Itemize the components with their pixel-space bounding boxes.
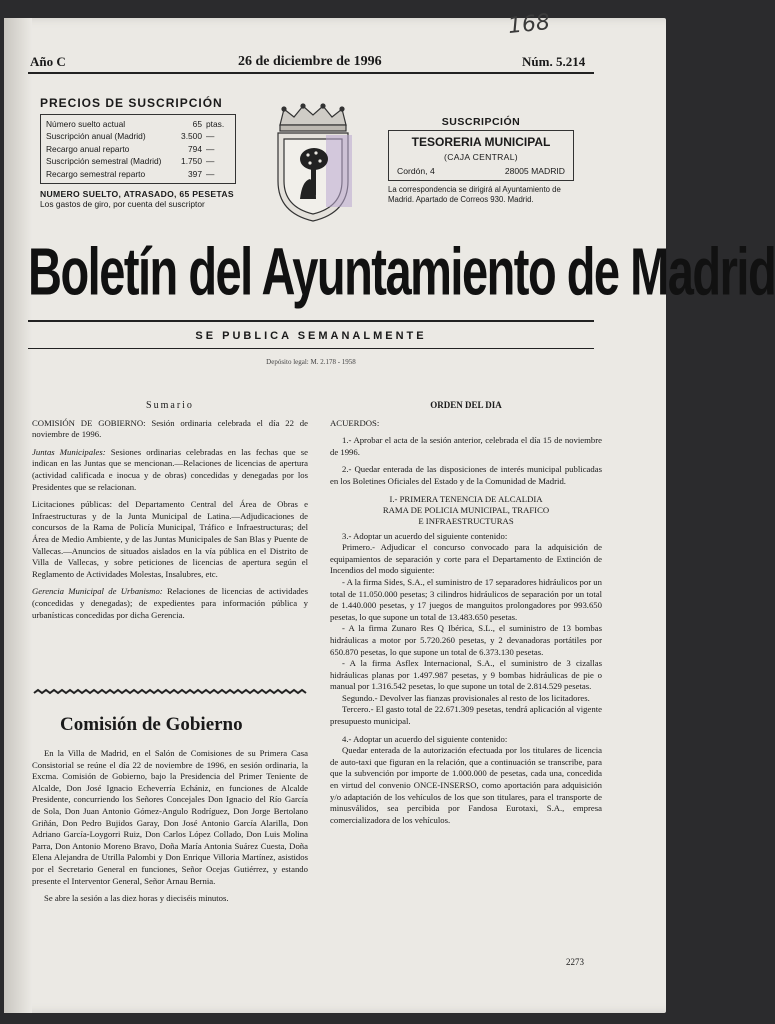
section-heading: [330, 494, 602, 527]
sumario-column: [32, 400, 308, 627]
comision-paragraph: Se abre la sesión a las diez horas y dieciséis minutos.: [44, 893, 229, 904]
prices-table: [40, 114, 236, 184]
prices-title: PRECIOS DE SUSCRIPCIÓN: [40, 96, 223, 110]
orden-column: [330, 400, 602, 832]
sumario-item-lead: Juntas Municipales:: [32, 446, 106, 457]
sumario-item-text: Relaciones de licencias de actividades (concedidas y denegadas); de expedientes para información pública y urbanísticas concedidas por dicha Gerencia.: [32, 586, 309, 620]
price-label: Número suelto actual: [46, 119, 126, 129]
subscription-address-row: [397, 166, 565, 176]
section-heading-line: RAMA DE POLICIA MUNICIPAL, TRAFICO: [382, 504, 550, 515]
subscription-box: [388, 130, 574, 181]
orden-item: Segundo.- Devolver las fianzas provisionales al resto de los licitadores.: [342, 692, 590, 703]
price-unit: ptas.: [206, 119, 225, 129]
sumario-item: [32, 586, 308, 621]
binding-shadow: [4, 18, 32, 1013]
price-row: [46, 118, 230, 130]
price-unit: —: [206, 143, 215, 154]
orden-item: 3.- Adoptar un acuerdo del siguiente contenido:: [342, 530, 508, 541]
issue-year: Año C: [30, 54, 66, 69]
orden-item: - A la firma Asflex Internacional, S.A., el suministro de 3 cizallas hidráulicas planas por 1.497.987 pesetas, y 9 bombas hidráulicas de pie o manual por 1.316.542 pesetas, lo que supone un total de 2.814.529 pesetas.: [330, 658, 602, 692]
handwritten-number: 168: [506, 9, 552, 40]
comision-title: Comisión de Gobierno: [60, 714, 243, 735]
madrid-coat-of-arms-icon: [270, 103, 356, 223]
sumario-item: [32, 447, 308, 493]
orden-item: Quedar enterada de la autorización efectuada por los titulares de licencia de auto-taxi que figuran en la relación, que a continuación se transcribe, para que la subvención por importe de 1.000.000 de pesetas, cada una, concedida en virtud del convenio ONCE-INSERSO, como aportación para adquisición y/o adaptación de los vehículos de los que son titulares, para el transporte de minusválidos, sea percibida por Fandosa Eurotaxi, S.A., empresa comercializadora de los vehículos.: [330, 745, 602, 825]
prices-note: Los gastos de giro, por cuenta del suscriptor: [40, 199, 205, 210]
price-row: [46, 168, 230, 180]
page-number: 2273: [566, 957, 584, 967]
price-unit: —: [206, 131, 215, 142]
subscription-org: TESORERIA MUNICIPAL: [411, 135, 551, 149]
orden-item: - A la firma Zunaro Res Q Ibérica, S.L., el suministro de 13 bombas hidráulicas a motor por 5.720.260 pesetas, y 2 devanadoras portátiles por 650.870 pesetas, lo que supone un total de 6.373.130 pesetas.: [330, 623, 602, 657]
sumario-item-lead: Licitaciones públicas:: [32, 499, 113, 510]
legal-deposit: Depósito legal: M. 2.178 - 1958: [266, 358, 356, 366]
acuerdos-label: ACUERDOS:: [330, 417, 380, 428]
masthead-rule: [28, 320, 594, 322]
orden-item: 4.- Adoptar un acuerdo del siguiente contenido:: [342, 733, 508, 744]
subscription-title: SUSCRIPCIÓN: [441, 116, 521, 128]
price-value: 65: [192, 119, 202, 129]
sumario-item-text: del Departamento Central del Área de Obras e Infraestructuras y de la Junta Municipal de Latina.—Adjudicaciones de concursos de la Rama de Policía Municipal, Tráfico e Infraestructuras; del Área de Medio Ambiente, y de las Juntas Municipales de San Blas y Puente de Vallecas.—Anuncios de situados aislados en la vía pública en el Distrito de Villa de Vallecas, y sobre peticiones de licencias de apertura según el Reglamento de Actividades Molestas, Insalubres, etc.: [32, 499, 309, 579]
subscription-address: Cordón, 4: [397, 166, 435, 176]
publication-frequency: SE PUBLICA SEMANALMENTE: [195, 330, 427, 342]
orden-item: Tercero.- El gasto total de 22.671.309 pesetas, tendrá aplicación al vigente presupuesto municipal.: [330, 704, 602, 727]
price-value: 794: [188, 143, 202, 154]
price-row: [46, 155, 230, 167]
subscription-prices: [40, 96, 236, 209]
header-rule: [28, 72, 594, 74]
section-heading-line: I.- PRIMERA TENENCIA DE ALCALDIA: [389, 493, 543, 504]
sumario-item: [32, 499, 308, 580]
section-heading-line: E INFRAESTRUCTURAS: [418, 515, 514, 526]
price-row: [46, 130, 230, 142]
price-unit: —: [206, 168, 215, 179]
orden-item: - A la firma Sides, S.A., el suministro de 17 separadores hidráulicos por un total de 11.050.000 pesetas; 3 cilindros hidráulicos de separación por un total de 1.440.000 pesetas, y 17 juegos de manguitos prolongadores por 993.650 pesetas, lo que supone un total de 13.483.650 pesetas.: [330, 576, 602, 622]
price-value: 1.750: [181, 156, 202, 167]
section-divider: [34, 690, 308, 696]
subscription-info: [388, 116, 574, 204]
sumario-item-text: Sesión ordinaria celebrada el día 22 de noviembre de 1996.: [32, 417, 308, 440]
newspaper-masthead: Boletín del Ayuntamiento de Madrid: [28, 233, 775, 309]
price-unit: —: [206, 156, 215, 167]
sumario-item-lead: COMISIÓN DE GOBIERNO:: [32, 417, 146, 428]
sumario-title: Sumario: [146, 400, 194, 411]
orden-title: ORDEN DEL DIA: [430, 400, 502, 410]
sumario-item-lead: Gerencia Municipal de Urbanismo:: [32, 586, 163, 597]
price-label: Suscripción semestral (Madrid): [46, 156, 162, 167]
sumario-item-text: Sesiones ordinarias celebradas en las fechas que se indican en las Juntas que se mencionan.—Relaciones de licencias de apertura (actividad calificada e inocua y de obras) concedidas y denegadas por los Presidentes que se relacionan.: [32, 446, 308, 492]
price-label: Recargo semestral reparto: [46, 168, 146, 179]
tagline-rule: [28, 348, 594, 349]
orden-item: 2.- Quedar enterada de las disposiciones de interés municipal publicadas en los Boletines Oficiales del Estado y de la Comunidad de Madrid.: [330, 464, 602, 486]
orden-item: Primero.- Adjudicar el concurso convocado para la adquisición de equipamientos de separación y corte para el Departamento de Extinción de Incendios del modo siguiente:: [330, 542, 602, 576]
price-label: Suscripción anual (Madrid): [46, 131, 146, 142]
issue-date: 26 de diciembre de 1996: [238, 54, 382, 69]
price-value: 3.500: [181, 131, 202, 142]
price-value: 397: [188, 168, 202, 179]
sumario-item: [32, 418, 308, 441]
price-row: [46, 143, 230, 155]
subscription-caja: (CAJA CENTRAL): [444, 152, 518, 162]
subscription-city: 28005 MADRID: [504, 166, 565, 176]
price-label: Recargo anual reparto: [46, 143, 130, 154]
correspondence-note: La correspondencia se dirigirá al Ayuntamiento de Madrid. Apartado de Correos 930. Madrid.: [388, 185, 561, 204]
comision-column: [32, 748, 308, 911]
orden-item: 1.- Aprobar el acta de la sesión anterior, celebrada el día 15 de noviembre de 1996.: [330, 435, 602, 457]
comision-paragraph: En la Villa de Madrid, en el Salón de Comisiones de su Primera Casa Consistorial se reúne el día 22 de noviembre de 1996, en sesión ordinaria, la Excma. Comisión de Gobierno, bajo la Presidencia del Primer Teniente de Alcalde, Don José Ignacio Echeverría Echániz, en funciones de Alcalde Presidente, concurriendo los Señores Concejales Don Ignacio del Río García de Sola, Don Juan Antonio Gómez-Angulo Rodríguez, Don Jorge Bertolano Griñán, Don Pedro Bujidos Garay, Don José Antonio García Alarilla, Don Adriano García-Loygorri Ruiz, Don Carlos López Collado, Don Luis Molina Parra, Don Antonio Moreno Bravo, Doña María Antonia Suárez Cuesta, Doña Elena Alejandra de Utrilla Palombi y Don Enrique Villoria Martínez, asistidos por el Secretario General en funciones, Señor Ocejas Gutiérrez, y estando presente el Interventor General, Señor Arnau Bernia.: [32, 748, 308, 886]
prices-footer: NUMERO SUELTO, ATRASADO, 65 PESETAS: [40, 189, 234, 200]
issue-number: Núm. 5.214: [522, 54, 586, 69]
